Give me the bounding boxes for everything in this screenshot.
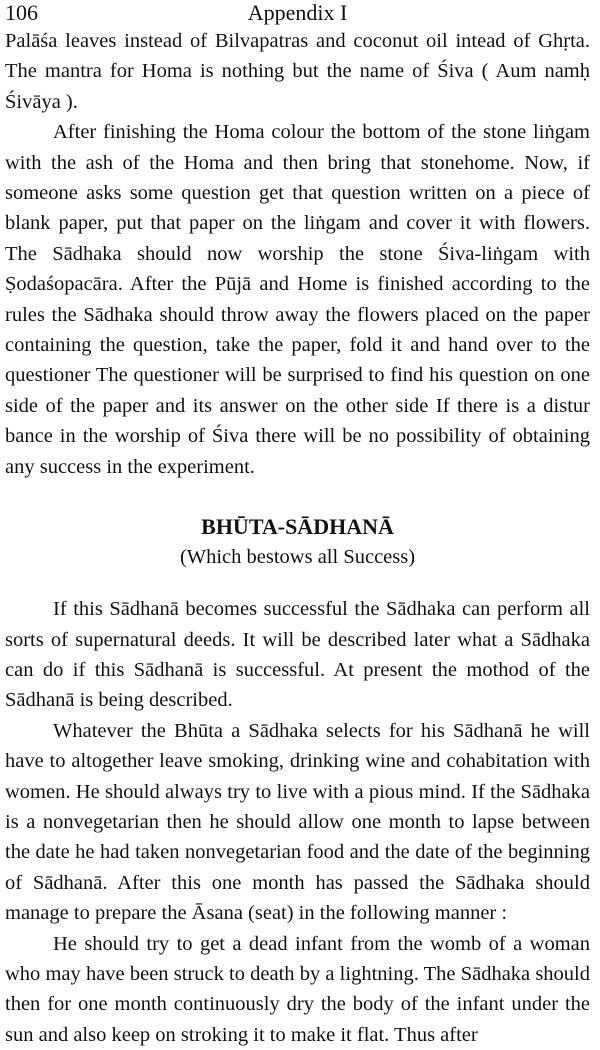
paragraph-continued: Palāśa leaves instead of Bilvapatras and coconut oil intead of Ghṛta. The mantra for Homa is nothing but the name of Śiva ( Aum namḥ Śivāya ).	[5, 30, 590, 113]
body-text	[5, 26, 590, 1050]
section-title: BHŪTA-SĀDHANĀ	[201, 514, 394, 540]
paragraph-success: If this Sādhanā becomes successful the Sādhaka can perform all sorts of supernatural deeds. It will be described later what a Sādhaka can do if this Sādhanā is successful. At present the mothod of the Sādhanā is being described.	[5, 598, 590, 712]
running-head: Appendix I	[247, 0, 348, 25]
page-number: 106	[5, 0, 38, 25]
section-subtitle: (Which bestows all Success)	[179, 546, 416, 569]
paragraph-asana: He should try to get a dead infant from the womb of a woman who may have been struck to death by a lightning. The Sādhaka should then for one month continuously dry the body of the infant under the sun and also keep on stroking it to make it flat. Thus after	[5, 932, 590, 1046]
paragraph-homa: After finishing the Homa colour the bottom of the stone liṅgam with the ash of the Homa and then bring that stonehome. Now, if someone asks some question get that question written on a piece of blank paper, put that paper on the liṅgam and cover it with flowers. The Sādhaka should now worship the stone Śiva-liṅgam with Ṣodaśopacāra. After the Pūjā and Home is finished according to the rules the Sādhaka should throw away the flowers placed on the paper containing the question, take the paper, fold it and hand over to the questioner The questioner will be surprised to find his question on one side of the paper and its answer on the other side If there is a distur bance in the worship of Śiva there will be no possibility of obtaining any success in the experiment.	[5, 121, 590, 478]
paragraph-preparation: Whatever the Bhūta a Sādhaka selects for his Sādhanā he will have to altogether leave smoking, drinking wine and cohabitation with women. He should always try to live with a pious mind. If the Sādhaka is a nonvegetarian then he should allow one month to lapse between the date he had taken nonvegetarian food and the date of the beginning of Sādhanā. After this one month has passed the Sādhaka should manage to prepare the Āsana (seat) in the following manner :	[5, 719, 590, 925]
page-header	[5, 0, 590, 26]
